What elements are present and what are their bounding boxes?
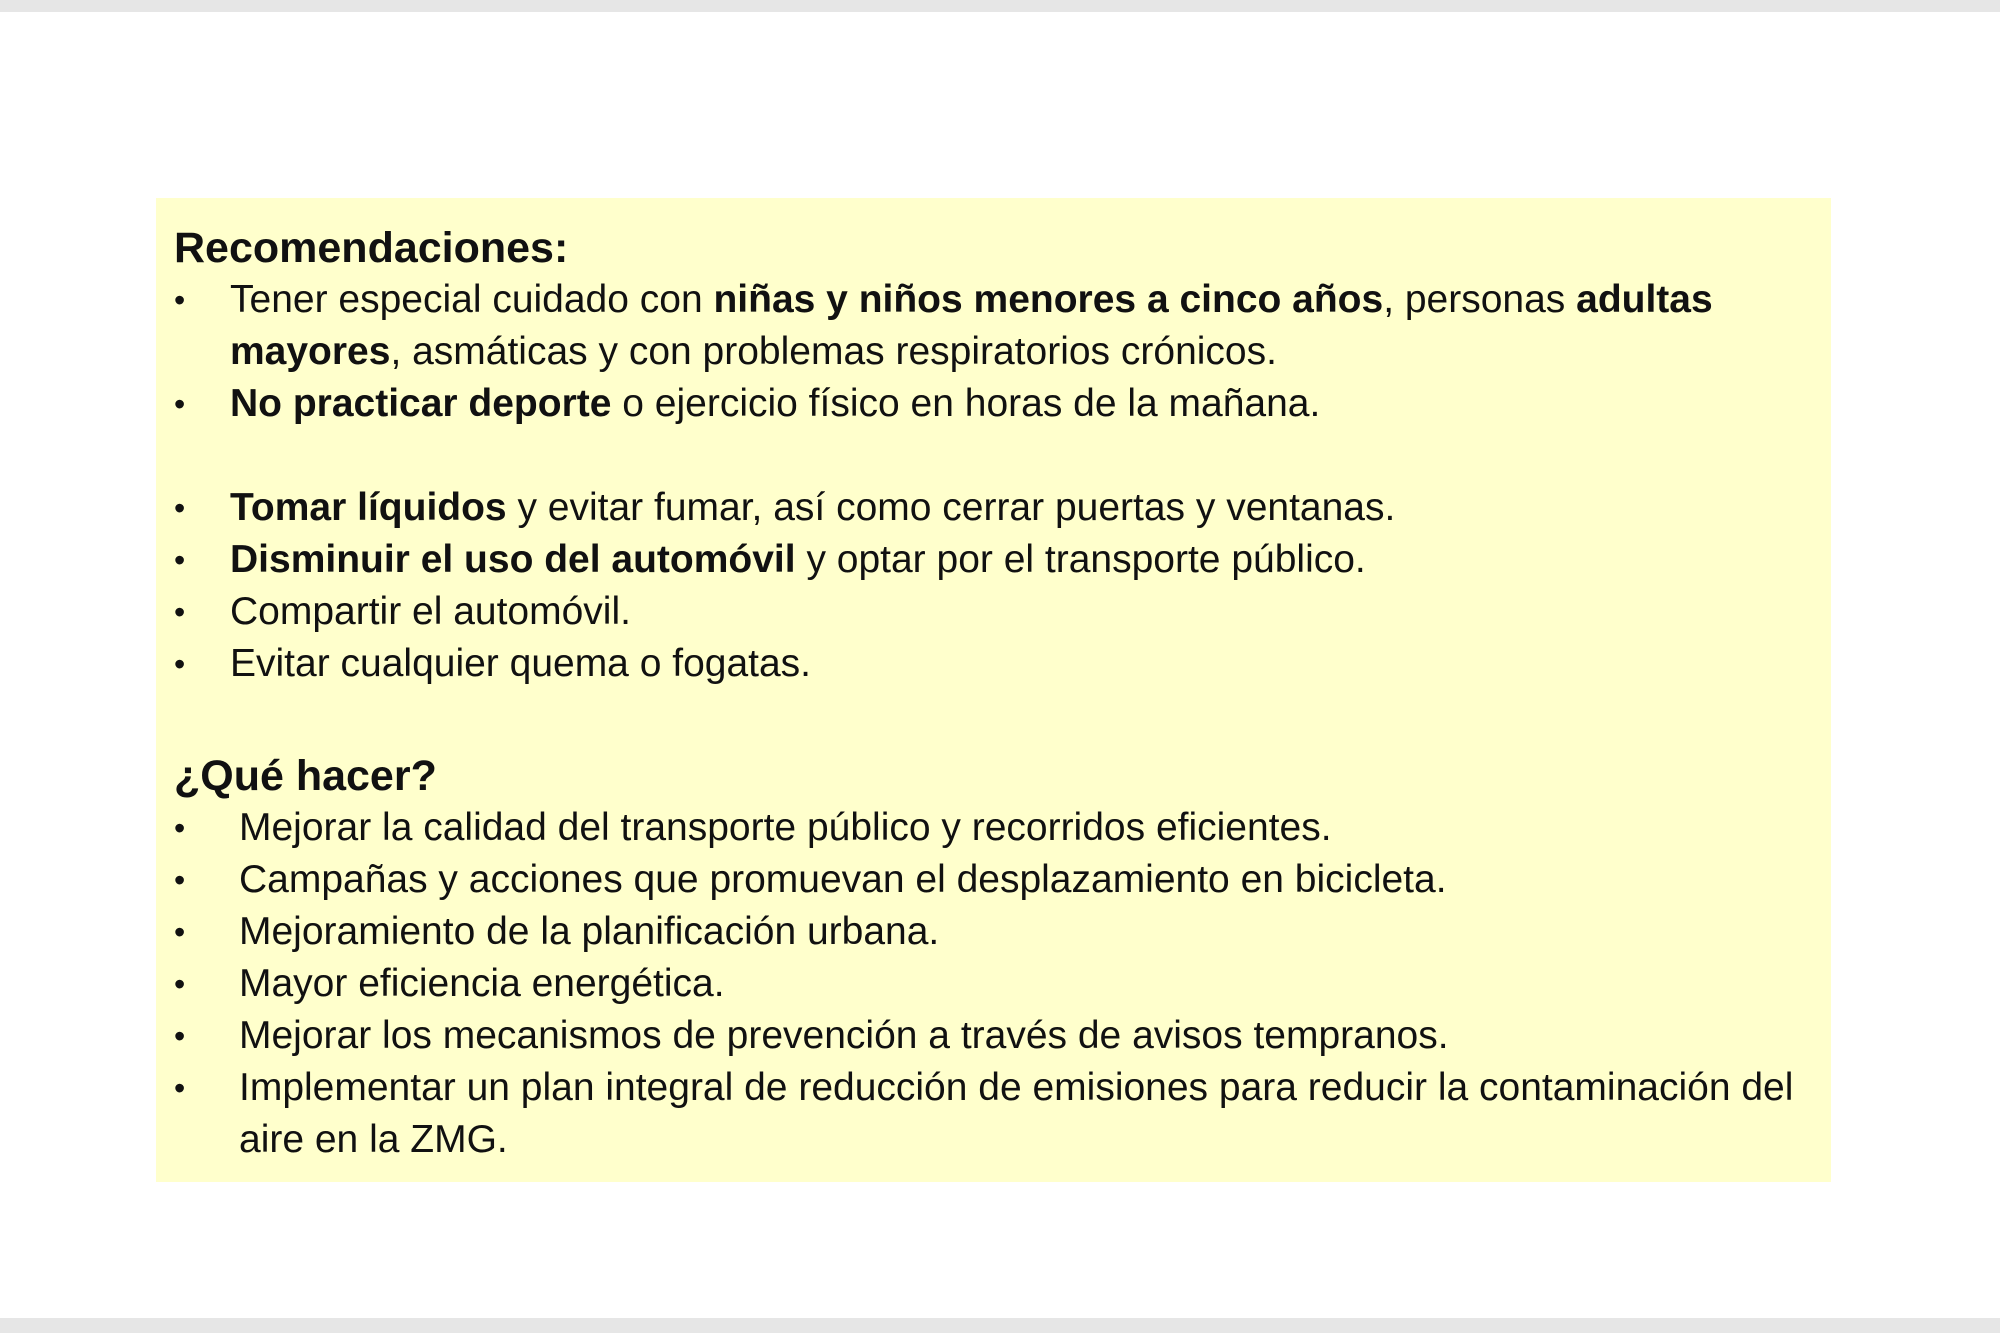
- item-text: Mayor eficiencia energética.: [239, 962, 725, 1005]
- bullet-icon: •: [174, 490, 186, 526]
- list-item: [174, 958, 1811, 1010]
- bullet-icon: •: [174, 386, 186, 422]
- item-text: y optar por el transporte público.: [795, 538, 1366, 581]
- item-emphasis: Disminuir el uso del automóvil: [230, 538, 796, 581]
- recommendations-heading: Recomendaciones:: [174, 224, 569, 272]
- what-to-do-list: [174, 802, 1811, 1166]
- item-text: Mejoramiento de la planificación urbana.: [239, 910, 940, 953]
- bullet-icon: •: [174, 862, 186, 898]
- item-text: , asmáticas y con problemas respiratorios crónicos.: [390, 330, 1277, 373]
- item-text: , personas: [1383, 278, 1577, 321]
- recommendations-box: [156, 198, 1831, 1182]
- list-item: [174, 802, 1811, 854]
- item-text: Tener especial cuidado con: [230, 278, 714, 321]
- list-item: [174, 534, 1811, 586]
- blank-line: [174, 690, 1811, 750]
- list-item: [174, 482, 1811, 534]
- list-item: [174, 906, 1811, 958]
- item-emphasis: Tomar líquidos: [230, 486, 507, 529]
- recommendations-list: [174, 274, 1811, 430]
- list-item: [174, 854, 1811, 906]
- bullet-icon: •: [174, 594, 186, 630]
- item-text: y evitar fumar, así como cerrar puertas y ventanas.: [506, 486, 1396, 529]
- bullet-icon: •: [174, 914, 186, 950]
- blank-line: [174, 430, 1811, 482]
- item-emphasis: niñas y niños menores a cinco años: [713, 278, 1384, 321]
- list-item: [174, 1062, 1811, 1166]
- item-text: Campañas y acciones que promuevan el desplazamiento en bicicleta.: [239, 858, 1447, 901]
- list-item: [174, 378, 1811, 430]
- recommendations-list-continued: [174, 482, 1811, 690]
- list-item: [174, 274, 1811, 378]
- bullet-icon: •: [174, 1018, 186, 1054]
- document-page: [0, 12, 2000, 1318]
- item-text: Mejorar los mecanismos de prevención a través de avisos tempranos.: [239, 1014, 1449, 1057]
- item-emphasis: No practicar deporte: [230, 382, 612, 425]
- item-text: o ejercicio físico en horas de la mañana.: [611, 382, 1321, 425]
- bullet-icon: •: [174, 1070, 186, 1106]
- what-to-do-heading: ¿Qué hacer?: [174, 752, 437, 800]
- bullet-icon: •: [174, 966, 186, 1002]
- bullet-icon: •: [174, 542, 186, 578]
- bullet-icon: •: [174, 810, 186, 846]
- item-text: Mejorar la calidad del transporte público y recorridos eficientes.: [239, 806, 1332, 849]
- item-text: Compartir el automóvil.: [230, 590, 631, 633]
- bullet-icon: •: [174, 646, 186, 682]
- item-text: Implementar un plan integral de reducción de emisiones para reducir la contaminación del aire en la ZMG.: [239, 1066, 1794, 1161]
- item-emphasis: adultas mayores: [230, 278, 1713, 373]
- item-text: Evitar cualquier quema o fogatas.: [230, 642, 812, 685]
- bullet-icon: •: [174, 282, 186, 318]
- list-item: [174, 586, 1811, 638]
- list-item: [174, 638, 1811, 690]
- list-item: [174, 1010, 1811, 1062]
